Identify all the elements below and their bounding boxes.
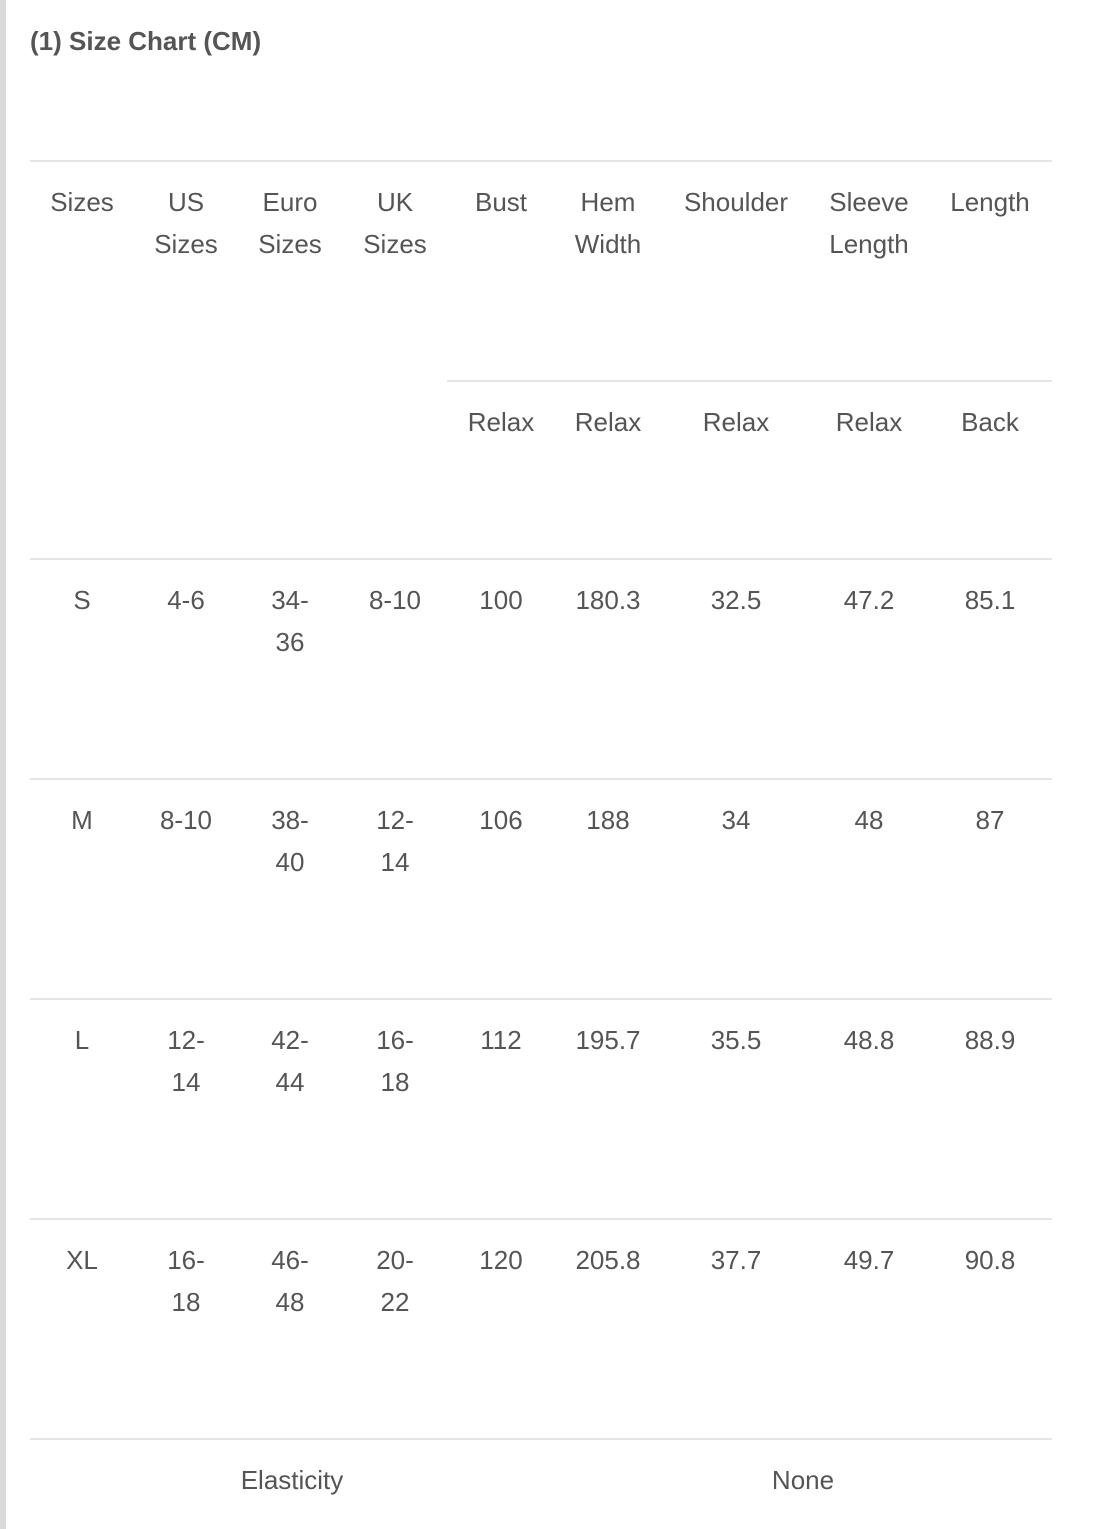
header-euro-sizes: Euro Sizes (258, 187, 322, 259)
table-rule-row-xl (30, 1438, 1052, 1440)
table-rule-top (30, 160, 1052, 162)
cell-length: 88.9 (964, 1025, 1016, 1055)
cell-euro: 34- 36 (271, 585, 309, 657)
header-length: Length (950, 187, 1030, 217)
cell-shoulder: 37.7 (710, 1245, 762, 1275)
cell-sleeve: 48 (854, 805, 884, 835)
cell-hem: 188 (586, 805, 630, 835)
cell-shoulder: 32.5 (710, 585, 762, 615)
header-uk-sizes: UK Sizes (363, 187, 427, 259)
cell-euro: 38- 40 (271, 805, 309, 877)
header-sizes: Sizes (50, 187, 114, 217)
cell-length: 90.8 (964, 1245, 1016, 1275)
cell-shoulder: 35.5 (710, 1025, 762, 1055)
subheader-sleeve: Relax (835, 407, 903, 437)
cell-hem: 205.8 (575, 1245, 641, 1275)
cell-hem: 180.3 (575, 585, 641, 615)
cell-uk: 20- 22 (376, 1245, 414, 1317)
table-rule-subheader (447, 380, 1052, 382)
cell-uk: 8-10 (368, 585, 422, 615)
cell-uk: 16- 18 (376, 1025, 414, 1097)
cell-us: 16- 18 (167, 1245, 205, 1317)
cell-bust: 106 (479, 805, 523, 835)
cell-us: 4-6 (167, 585, 205, 615)
table-rule-row-l (30, 1218, 1052, 1220)
header-hem-width: Hem Width (574, 187, 642, 259)
header-sleeve-length: Sleeve Length (829, 187, 909, 259)
table-rule-row-m (30, 998, 1052, 1000)
subheader-bust: Relax (467, 407, 535, 437)
cell-bust: 120 (479, 1245, 523, 1275)
cell-bust: 112 (480, 1025, 522, 1055)
table-rule-row-s (30, 778, 1052, 780)
cell-euro: 42- 44 (271, 1025, 309, 1097)
cell-shoulder: 34 (721, 805, 751, 835)
cell-bust: 100 (479, 585, 523, 615)
cell-sleeve: 49.7 (843, 1245, 895, 1275)
table-rule-header-bottom (30, 558, 1052, 560)
header-us-sizes: US Sizes (154, 187, 218, 259)
page-title: (1) Size Chart (CM) (30, 26, 262, 56)
cell-sleeve: 47.2 (843, 585, 895, 615)
subheader-hem: Relax (574, 407, 642, 437)
cell-sleeve: 48.8 (843, 1025, 895, 1055)
elasticity-label: Elasticity (240, 1465, 344, 1495)
cell-us: 12- 14 (167, 1025, 205, 1097)
cell-size: XL (66, 1245, 98, 1275)
left-edge-strip (0, 0, 6, 1529)
cell-length: 85.1 (964, 585, 1016, 615)
cell-size: L (74, 1025, 90, 1055)
cell-size: M (71, 805, 93, 835)
cell-length: 87 (975, 805, 1005, 835)
cell-us: 8-10 (159, 805, 213, 835)
cell-hem: 195.7 (575, 1025, 641, 1055)
cell-euro: 46- 48 (271, 1245, 309, 1317)
subheader-shoulder: Relax (702, 407, 770, 437)
header-bust: Bust (474, 187, 528, 217)
header-shoulder: Shoulder (683, 187, 789, 217)
cell-uk: 12- 14 (376, 805, 414, 877)
elasticity-value: None (771, 1465, 835, 1495)
cell-size: S (73, 585, 91, 615)
subheader-length: Back (961, 407, 1019, 437)
